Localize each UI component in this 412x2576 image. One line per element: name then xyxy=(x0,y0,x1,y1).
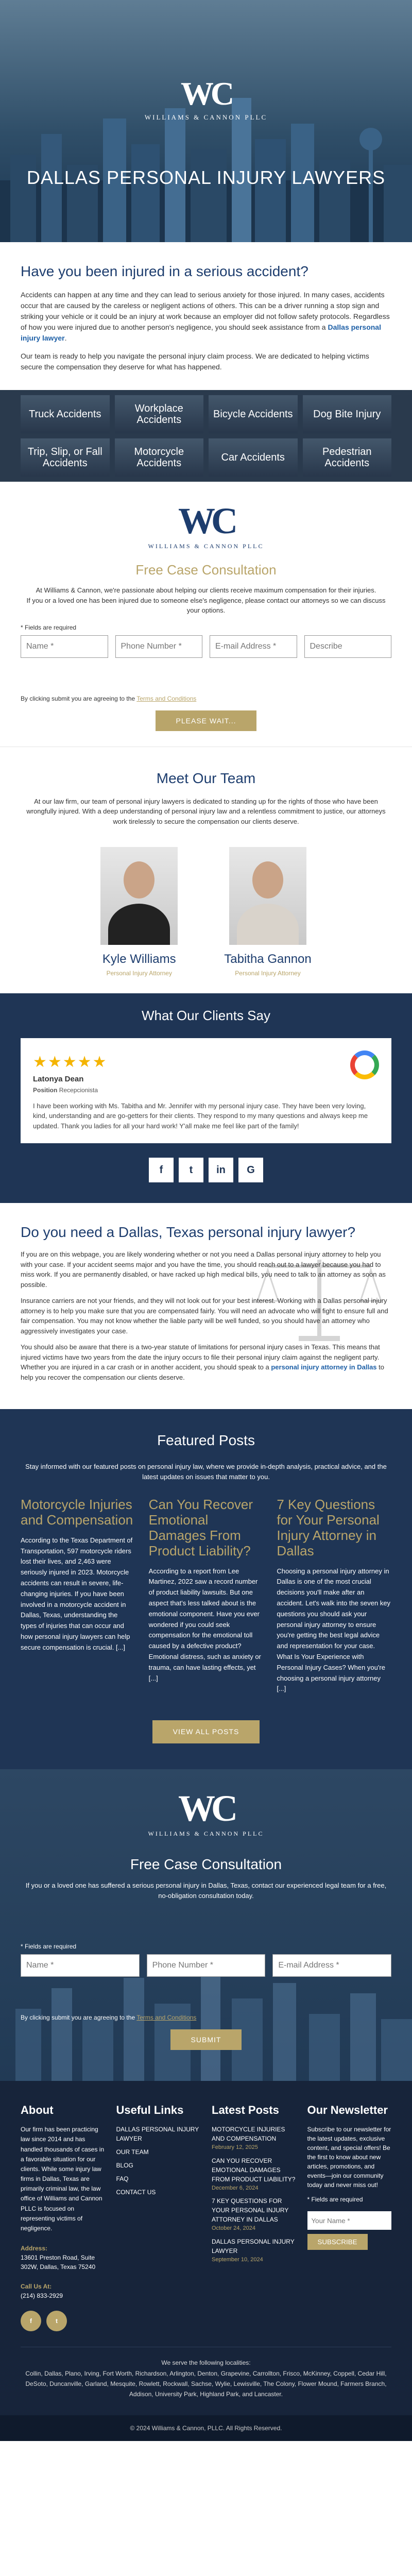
terms-link[interactable]: Terms and Conditions xyxy=(136,694,197,702)
bottom-submit-button[interactable]: SUBMIT xyxy=(170,2029,242,2050)
name-input[interactable] xyxy=(21,635,108,658)
describe-input[interactable] xyxy=(304,635,392,658)
bottom-form-fields xyxy=(21,1954,391,1977)
post-card[interactable] xyxy=(21,1497,135,1694)
post-card[interactable] xyxy=(149,1497,264,1694)
facebook-icon[interactable]: f xyxy=(21,2311,41,2331)
dallas-paragraph-1: If you are on this webpage, you are likely wondering whether or not you need a Dallas personal injury attorney to help you with your case. If your accident seems major and you have the time, you should reach out to a lawyer because you had to miss work. If you are permanently disabled, or have racked up high medical bills, you need to talk to an attorney as soon as possible. xyxy=(21,1250,386,1289)
featured-heading: Featured Posts xyxy=(157,1432,255,1448)
dallas-paragraph-3: You should also be aware that there is a two-year statute of limitations for personal injury cases in Texas. This means that injured victims have two years from the date the injury occurs to file their personal injury claim against the negligent party. Whether you are injured in a car crash or in another accident, you should speak to a personal injury attorney in Dallas to help you recover the compensation our clients deserve. xyxy=(21,1343,384,1381)
bottom-email-input[interactable] xyxy=(272,1954,391,1977)
newsletter-name-input[interactable] xyxy=(307,2211,392,2230)
review-text: I have been working with Ms. Tabitha and Mr. Jennifer with my personal injury case. They have been very loving, kind, understanding and are go-getters for their clients. They respond to my many questions and always keep me updated. Thank you ladies for all your hard work! Y'all make me feel like part of the family! xyxy=(33,1101,368,1130)
bottom-firm-name: WILLIAMS & CANNON PLLC xyxy=(148,1830,264,1838)
google-business-icon[interactable]: G xyxy=(238,1158,263,1182)
member-role: Personal Injury Attorney xyxy=(106,970,172,977)
member-name: Kyle Williams xyxy=(102,952,176,966)
area-pedestrian-accidents[interactable]: Pedestrian Accidents xyxy=(303,438,392,477)
consult-firm-name: WILLIAMS & CANNON PLLC xyxy=(148,543,264,550)
post-card[interactable] xyxy=(277,1497,391,1694)
latest-post[interactable]: MOTORCYCLE INJURIES AND COMPENSATION February 12, 2025 xyxy=(212,2126,285,2151)
footer-link[interactable]: DALLAS PERSONAL INJURY LAWYER xyxy=(116,2126,199,2143)
intro-paragraph-1: Accidents can happen at any time and they can lead to serious anxiety for those injured. In many cases, accidents occur that are caused by the careless or negligent actions of others. This can be a driver running a stop sign and striking your vehicle or it could be an injury at work because an employer did not follow safety protocols. Regardless of how you were injured due to another person's negligence, you should seek assistance from a Dallas personal injury lawyer. xyxy=(21,291,390,342)
footer-phone[interactable]: Call Us At: (214) 833-2929 xyxy=(21,2282,105,2300)
post-title[interactable]: 7 Key Questions for Your Personal Injury Attorney in Dallas xyxy=(277,1497,380,1558)
footer-link[interactable]: OUR TEAM xyxy=(116,2148,149,2156)
logo-mark: WC xyxy=(180,75,232,112)
newsletter-heading: Our Newsletter xyxy=(307,2104,388,2117)
footer-latest-posts xyxy=(212,2102,296,2331)
required-note: * Fields are required xyxy=(21,623,77,631)
consultation-section xyxy=(0,482,412,747)
footer xyxy=(0,2081,412,2415)
review-card xyxy=(21,1038,391,1143)
post-excerpt: According to a report from Lee Martinez, 2022 saw a record number of product liability lawsuits. But one aspect that's less talked about is the emotional component. Have you ever wondered if you could seek compensation for the emotional toll caused by a defective product? Emotional distress, such as anxiety or trauma, can have lasting effects, yet [...] xyxy=(148,1567,261,1682)
latest-heading: Latest Posts xyxy=(212,2104,279,2117)
bottom-logo-mark: WC xyxy=(178,1788,234,1829)
bottom-required-note: * Fields are required xyxy=(21,1943,77,1951)
hero-logo[interactable] xyxy=(0,77,412,123)
phone-icon: Call Us At: xyxy=(21,2283,52,2291)
google-icon xyxy=(350,1050,379,1079)
newsletter-text: Subscribe to our newsletter for the latest updates, exclusive content, and special offers! Be the first to know about new articles, promotions, and events—join our community today and never miss out! xyxy=(307,2126,391,2189)
member-photo xyxy=(229,847,306,945)
footer-columns xyxy=(21,2102,391,2331)
area-truck-accidents[interactable]: Truck Accidents xyxy=(21,395,110,433)
consult-heading: Free Case Consultation xyxy=(135,562,277,578)
latest-post[interactable]: 7 KEY QUESTIONS FOR YOUR PERSONAL INJURY ATTORNEY IN DALLAS October 24, 2024 xyxy=(212,2197,289,2232)
post-title[interactable]: Motorcycle Injuries and Compensation xyxy=(21,1497,133,1528)
team-members xyxy=(21,847,391,978)
bottom-consultation-section xyxy=(0,1769,412,2081)
area-workplace-accidents[interactable]: Workplace Accidents xyxy=(115,395,204,433)
email-input[interactable] xyxy=(210,635,297,658)
featured-posts-section xyxy=(0,1409,412,1769)
cities-label: We serve the following localities: xyxy=(161,2359,251,2367)
testimonials-heading: What Our Clients Say xyxy=(142,1008,270,1023)
cities-list: Collin, Dallas, Plano, Irving, Fort Worth, Richardson, Arlington, Denton, Grapevine, Carrollton, Frisco, McKinney, Coppell, Cedar Hill, DeSoto, Duncanville, Garland, Mesquite, Rowlett, Rockwall, Sachse, Wylie, Lewisville, The Colony, Flower Mound, Farmers Branch, Addison, University Park, Highland Park, and Lancaster. xyxy=(25,2369,387,2398)
post-excerpt: Choosing a personal injury attorney in Dallas is one of the most crucial decisions you'll make after an accident. Let's walk into the seven key questions you should ask your personal injury attorney to ensure you're getting the best legal advice and representation for your case. What Is Your Experience with Personal Injury Cases? When you're choosing a personal injury attorney [...] xyxy=(277,1567,391,1693)
practice-areas xyxy=(0,390,412,482)
reviewer-position: Position Recepcionista xyxy=(33,1086,98,1094)
area-slip-fall-accidents[interactable]: Trip, Slip, or Fall Accidents xyxy=(21,438,110,477)
team-section xyxy=(0,747,412,994)
bottom-terms-agreement: By clicking submit you are agreeing to the Terms and Conditions xyxy=(21,2014,197,2022)
phone-input[interactable] xyxy=(115,635,203,658)
consult-paragraph-1: At Williams & Cannon, we're passionate about helping our clients receive maximum compensation for their injuries. xyxy=(36,586,376,594)
footer-link[interactable]: CONTACT US xyxy=(116,2189,156,2196)
rating-stars-icon: ★★★★★ xyxy=(33,1054,108,1071)
member-photo xyxy=(100,847,178,945)
view-all-posts-button[interactable]: VIEW ALL POSTS xyxy=(152,1720,260,1743)
consult-form-fields xyxy=(21,635,391,658)
post-title[interactable]: Can You Recover Emotional Damages From Product Liability? xyxy=(148,1497,253,1558)
dallas-heading: Do you need a Dallas, Texas personal injury lawyer? xyxy=(21,1224,356,1240)
bottom-name-input[interactable] xyxy=(21,1954,140,1977)
newsletter-required: * Fields are required xyxy=(307,2196,363,2204)
intro-paragraph-2: Our team is ready to help you navigate the personal injury claim process. We are dedicated to helping victims secure the compensation they deserve for what has happened. xyxy=(21,352,369,371)
intro-lawyer-link[interactable]: Dallas personal injury lawyer xyxy=(21,323,381,342)
area-dog-bite-injury[interactable]: Dog Bite Injury xyxy=(303,395,392,433)
area-bicycle-accidents[interactable]: Bicycle Accidents xyxy=(209,395,298,433)
about-text: Our firm has been practicing law since 2014 and has handled thousands of cases in a favorable situation for our clients. While some injury law firms in Dallas, Texas are primarily criminal law, the law office of Williams and Cannon PLLC is focused on representing victims of negligence. xyxy=(21,2126,105,2232)
footer-about xyxy=(21,2102,105,2331)
footer-useful-links xyxy=(116,2102,201,2331)
dallas-attorney-link[interactable]: personal injury attorney in Dallas xyxy=(271,1363,377,1371)
links-heading: Useful Links xyxy=(116,2104,184,2117)
about-heading: About xyxy=(21,2104,54,2117)
posts-grid xyxy=(21,1497,391,1694)
member-role: Personal Injury Attorney xyxy=(235,970,301,977)
footer-social xyxy=(21,2311,105,2331)
post-excerpt: According to the Texas Department of Transportation, 597 motorcycle riders lost their lives, and 2,463 were seriously injured in 2023. Motorcycle accidents can result in severe, life-changing injuries. If you have been involved in a motorcycle accident in Dallas, Texas, understanding the types of injuries that can occur and how personal injury lawyers can help secure compensation is crucial. [...] xyxy=(21,1536,133,1651)
bottom-consult-paragraph: If you or a loved one has suffered a serious personal injury in Dallas, Texas, contact our experienced legal team for a free, no-obligation consultation today. xyxy=(25,1882,387,1900)
footer-newsletter xyxy=(307,2102,392,2331)
terms-agreement: By clicking submit you are agreeing to the Terms and Conditions xyxy=(21,694,197,702)
bottom-consult-heading: Free Case Consultation xyxy=(130,1856,282,1873)
latest-post[interactable]: DALLAS PERSONAL INJURY LAWYER September 10, 2024 xyxy=(212,2238,295,2263)
logo-firm-name: WILLIAMS & CANNON PLLC xyxy=(144,113,268,121)
testimonials-section xyxy=(0,993,412,1203)
submit-button[interactable]: PLEASE WAIT... xyxy=(156,710,257,731)
dallas-paragraph-2: Insurance carriers are not your friends, and they will not look out for your best interest. Working with a Dallas personal injury attorney is to help you make sure that you are compensated fairly. You will need an advocate who will fight to ensure full and fair compensation. You may not know whether the liable party will be well funded, so you should have an attorney who aggressively investigates your case. xyxy=(21,1297,388,1335)
team-member-kyle[interactable] xyxy=(100,847,178,978)
copyright: © 2024 Williams & Cannon, PLLC. All Rights Reserved. xyxy=(0,2415,412,2441)
twitter-icon[interactable]: t xyxy=(46,2311,67,2331)
team-heading: Meet Our Team xyxy=(156,770,256,786)
consult-paragraph-2: If you or a loved one has been injured due to someone else's negligence, please contact our attorneys so we can discuss your options. xyxy=(26,596,386,614)
intro-heading: Have you been injured in a serious accident? xyxy=(21,263,308,279)
footer-link[interactable]: FAQ xyxy=(116,2175,129,2183)
bottom-consult-inner xyxy=(21,1790,391,2050)
hero-heading: DALLAS PERSONAL INJURY LAWYERS xyxy=(26,167,386,188)
linkedin-icon[interactable]: in xyxy=(209,1158,233,1182)
featured-lead: Stay informed with our featured posts on personal injury law, where we provide in-depth analysis, practical advice, and the latest updates on issues that matter to you. xyxy=(25,1463,387,1481)
area-car-accidents[interactable]: Car Accidents xyxy=(209,438,298,477)
map-pin-icon: Address: xyxy=(21,2245,48,2252)
latest-post[interactable]: CAN YOU RECOVER EMOTIONAL DAMAGES FROM PRODUCT LIABILITY? December 6, 2024 xyxy=(212,2157,296,2191)
service-localities xyxy=(21,2347,391,2400)
footer-address: Address: 13601 Preston Road, Suite 302W, Dallas, Texas 75240 xyxy=(21,2244,105,2272)
subscribe-button[interactable]: SUBSCRIBE xyxy=(307,2234,368,2250)
dallas-lawyer-section xyxy=(0,1203,412,1409)
footer-link[interactable]: BLOG xyxy=(116,2162,133,2170)
intro-section xyxy=(0,242,412,390)
bottom-terms-link[interactable]: Terms and Conditions xyxy=(136,2014,197,2022)
facebook-icon[interactable]: f xyxy=(149,1158,174,1182)
area-motorcycle-accidents[interactable]: Motorcycle Accidents xyxy=(115,438,204,477)
twitter-icon[interactable]: t xyxy=(179,1158,203,1182)
team-paragraph: At our law firm, our team of personal injury lawyers is dedicated to standing up for the rights of those who have been wrongfully injured. With a deep understanding of personal injury law and a relentless commitment to justice, our attorneys work tirelessly to secure the compensation our clients deserve. xyxy=(26,797,386,825)
bottom-phone-input[interactable] xyxy=(147,1954,266,1977)
consult-logo-mark: WC xyxy=(178,500,234,541)
reviewer-name: Latonya Dean xyxy=(33,1075,84,1083)
team-member-tabitha[interactable] xyxy=(224,847,311,978)
member-name: Tabitha Gannon xyxy=(224,952,312,966)
hero-section xyxy=(0,0,412,242)
social-links xyxy=(21,1158,391,1182)
